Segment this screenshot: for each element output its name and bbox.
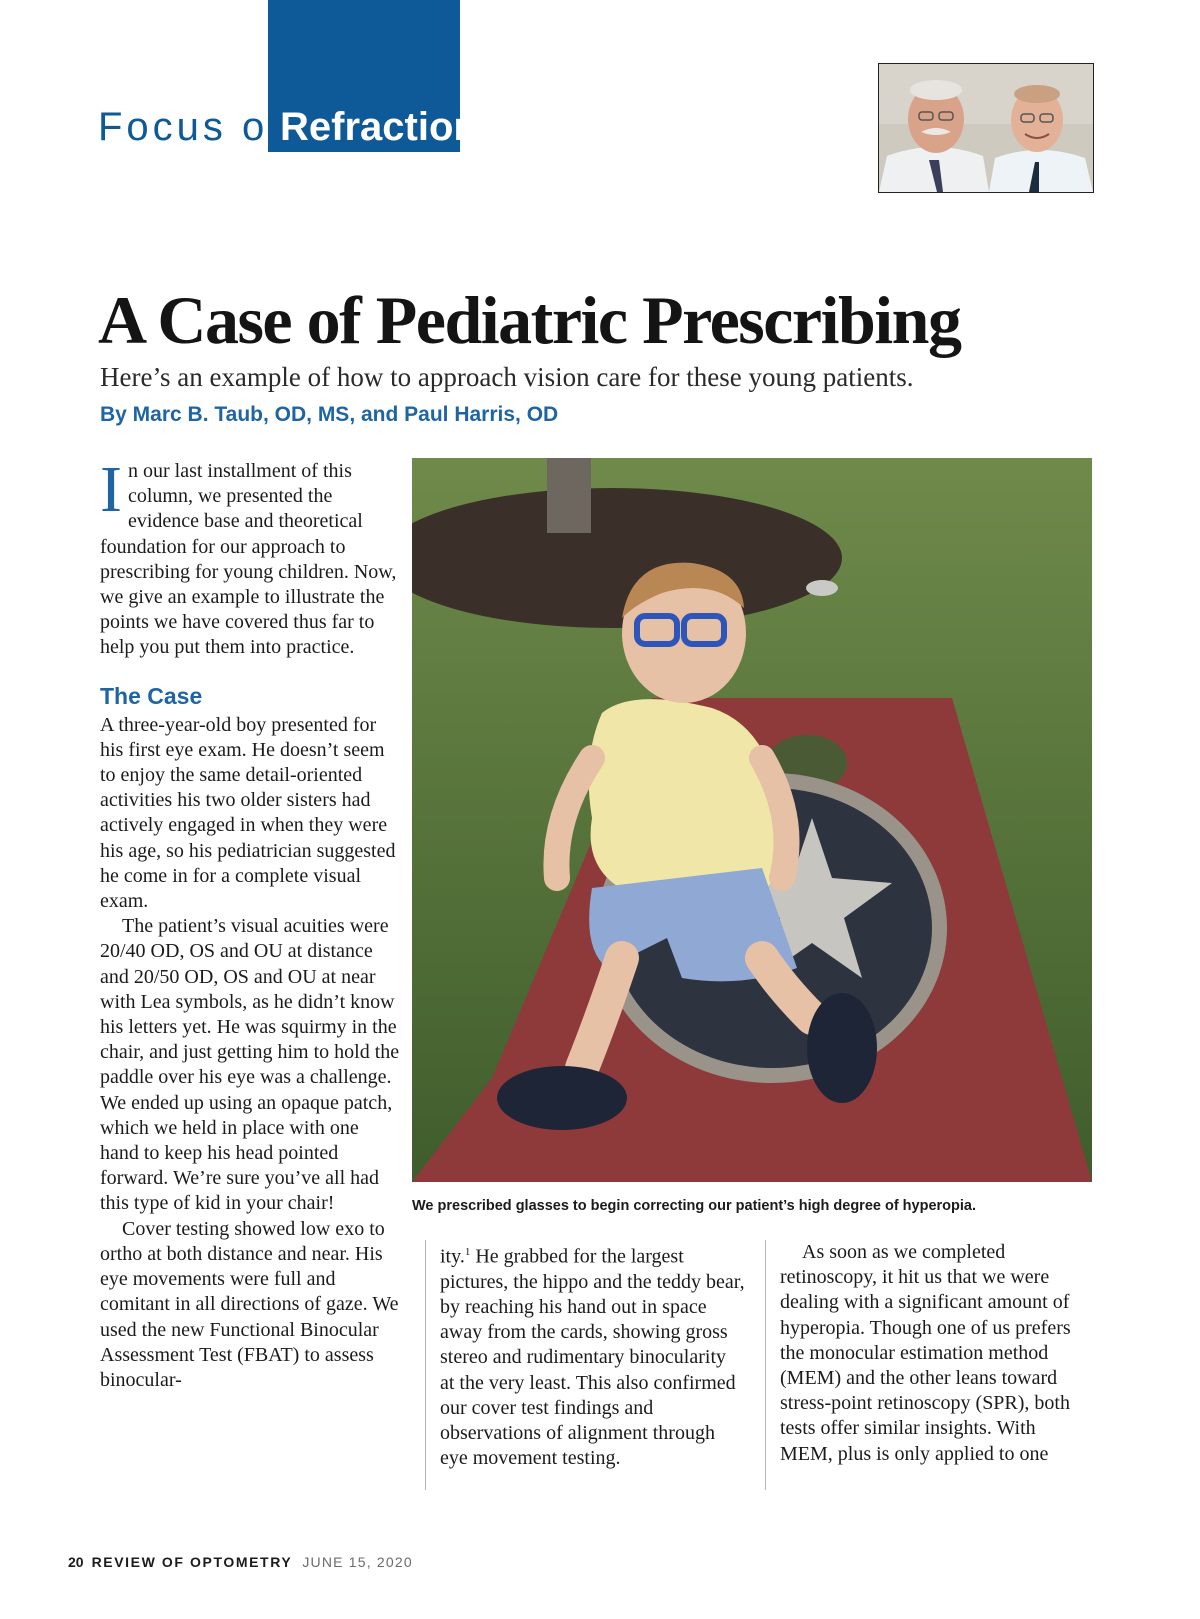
intro-text: n our last installment of this column, we presented the evidence base and theoretical foundation for our approach to prescribing for young children. Now, we give an example to illustrate the points we have covered thus far to help you put them into practice. xyxy=(100,460,397,659)
drop-cap: I xyxy=(100,453,122,526)
column-label-section: Refraction xyxy=(280,105,478,149)
patient-photo xyxy=(412,458,1092,1182)
case-paragraph-3: Cover testing showed low exo to ortho at both distance and near. His eye movements were full and comitant in all directions of gaze. We used the new Functional Binocular Assessment Test (FBAT) to assess binocular- xyxy=(100,1217,399,1391)
magazine-name: REVIEW OF OPTOMETRY xyxy=(91,1554,293,1570)
middle-text-start: ity. xyxy=(440,1245,465,1268)
text-column-middle xyxy=(440,1240,745,1471)
text-column-left xyxy=(100,453,400,1393)
author-headshots-illustration xyxy=(879,64,1093,192)
photo-caption: We prescribed glasses to begin correcting our patient’s high degree of hyperopia. xyxy=(412,1198,977,1214)
child-on-cornhole-board-illustration xyxy=(412,458,1092,1182)
article-subtitle: Here’s an example of how to approach vision care for these young patients. xyxy=(100,362,914,392)
section-heading-the-case: The Case xyxy=(100,682,203,709)
case-paragraph-1: A three-year-old boy presented for his first eye exam. He doesn’t seem to enjoy the same detail-oriented activities his two older sisters had actively engaged in when they were his age, so his pediatrician suggested he come in for a complete visual exam. xyxy=(100,713,396,913)
page-footer xyxy=(68,1553,413,1571)
article-byline: By Marc B. Taub, OD, MS, and Paul Harris, OD xyxy=(100,403,559,426)
article-title: A Case of Pediatric Prescribing xyxy=(98,282,961,358)
column-divider xyxy=(765,1240,766,1490)
author-headshots-photo xyxy=(878,63,1094,193)
reference-superscript: 1 xyxy=(464,1246,471,1258)
issue-date: JUNE 15, 2020 xyxy=(302,1554,413,1570)
middle-text-rest: He grabbed for the largest pictures, the hippo and the teddy bear, by reaching his hand out in space away from the cards, showing gross stereo and rudimentary binocularity at the very least. This also confirmed our cover test findings and observations of alignment through eye movement testing. xyxy=(440,1245,745,1470)
column-divider xyxy=(425,1240,426,1490)
page-number: 20 xyxy=(68,1554,84,1570)
intro-paragraph xyxy=(100,453,400,661)
right-paragraph: As soon as we completed retinoscopy, it hit us that we were dealing with a significant amount of hyperopia. Though one of us prefers the monocular estimation method (MEM) and the other leans toward stress-point retinoscopy (SPR), both tests offer similar insights. With MEM, plus is only applied to one xyxy=(780,1241,1071,1465)
text-column-right xyxy=(780,1240,1090,1467)
middle-paragraph xyxy=(440,1240,745,1471)
case-paragraph-2: The patient’s visual acuities were 20/40 OD, OS and OU at distance and 20/50 OD, OS and OU at near with Lea symbols, as he didn’t know his letters yet. He was squirmy in the chair, and just getting him to hold the paddle over his eye was a challenge. We ended up using an opaque patch, which we held in place with one hand to keep his head pointed forward. We’re sure you’ve all had this type of kid in your chair! xyxy=(100,915,400,1215)
column-label-focus: Focus on xyxy=(98,105,295,149)
